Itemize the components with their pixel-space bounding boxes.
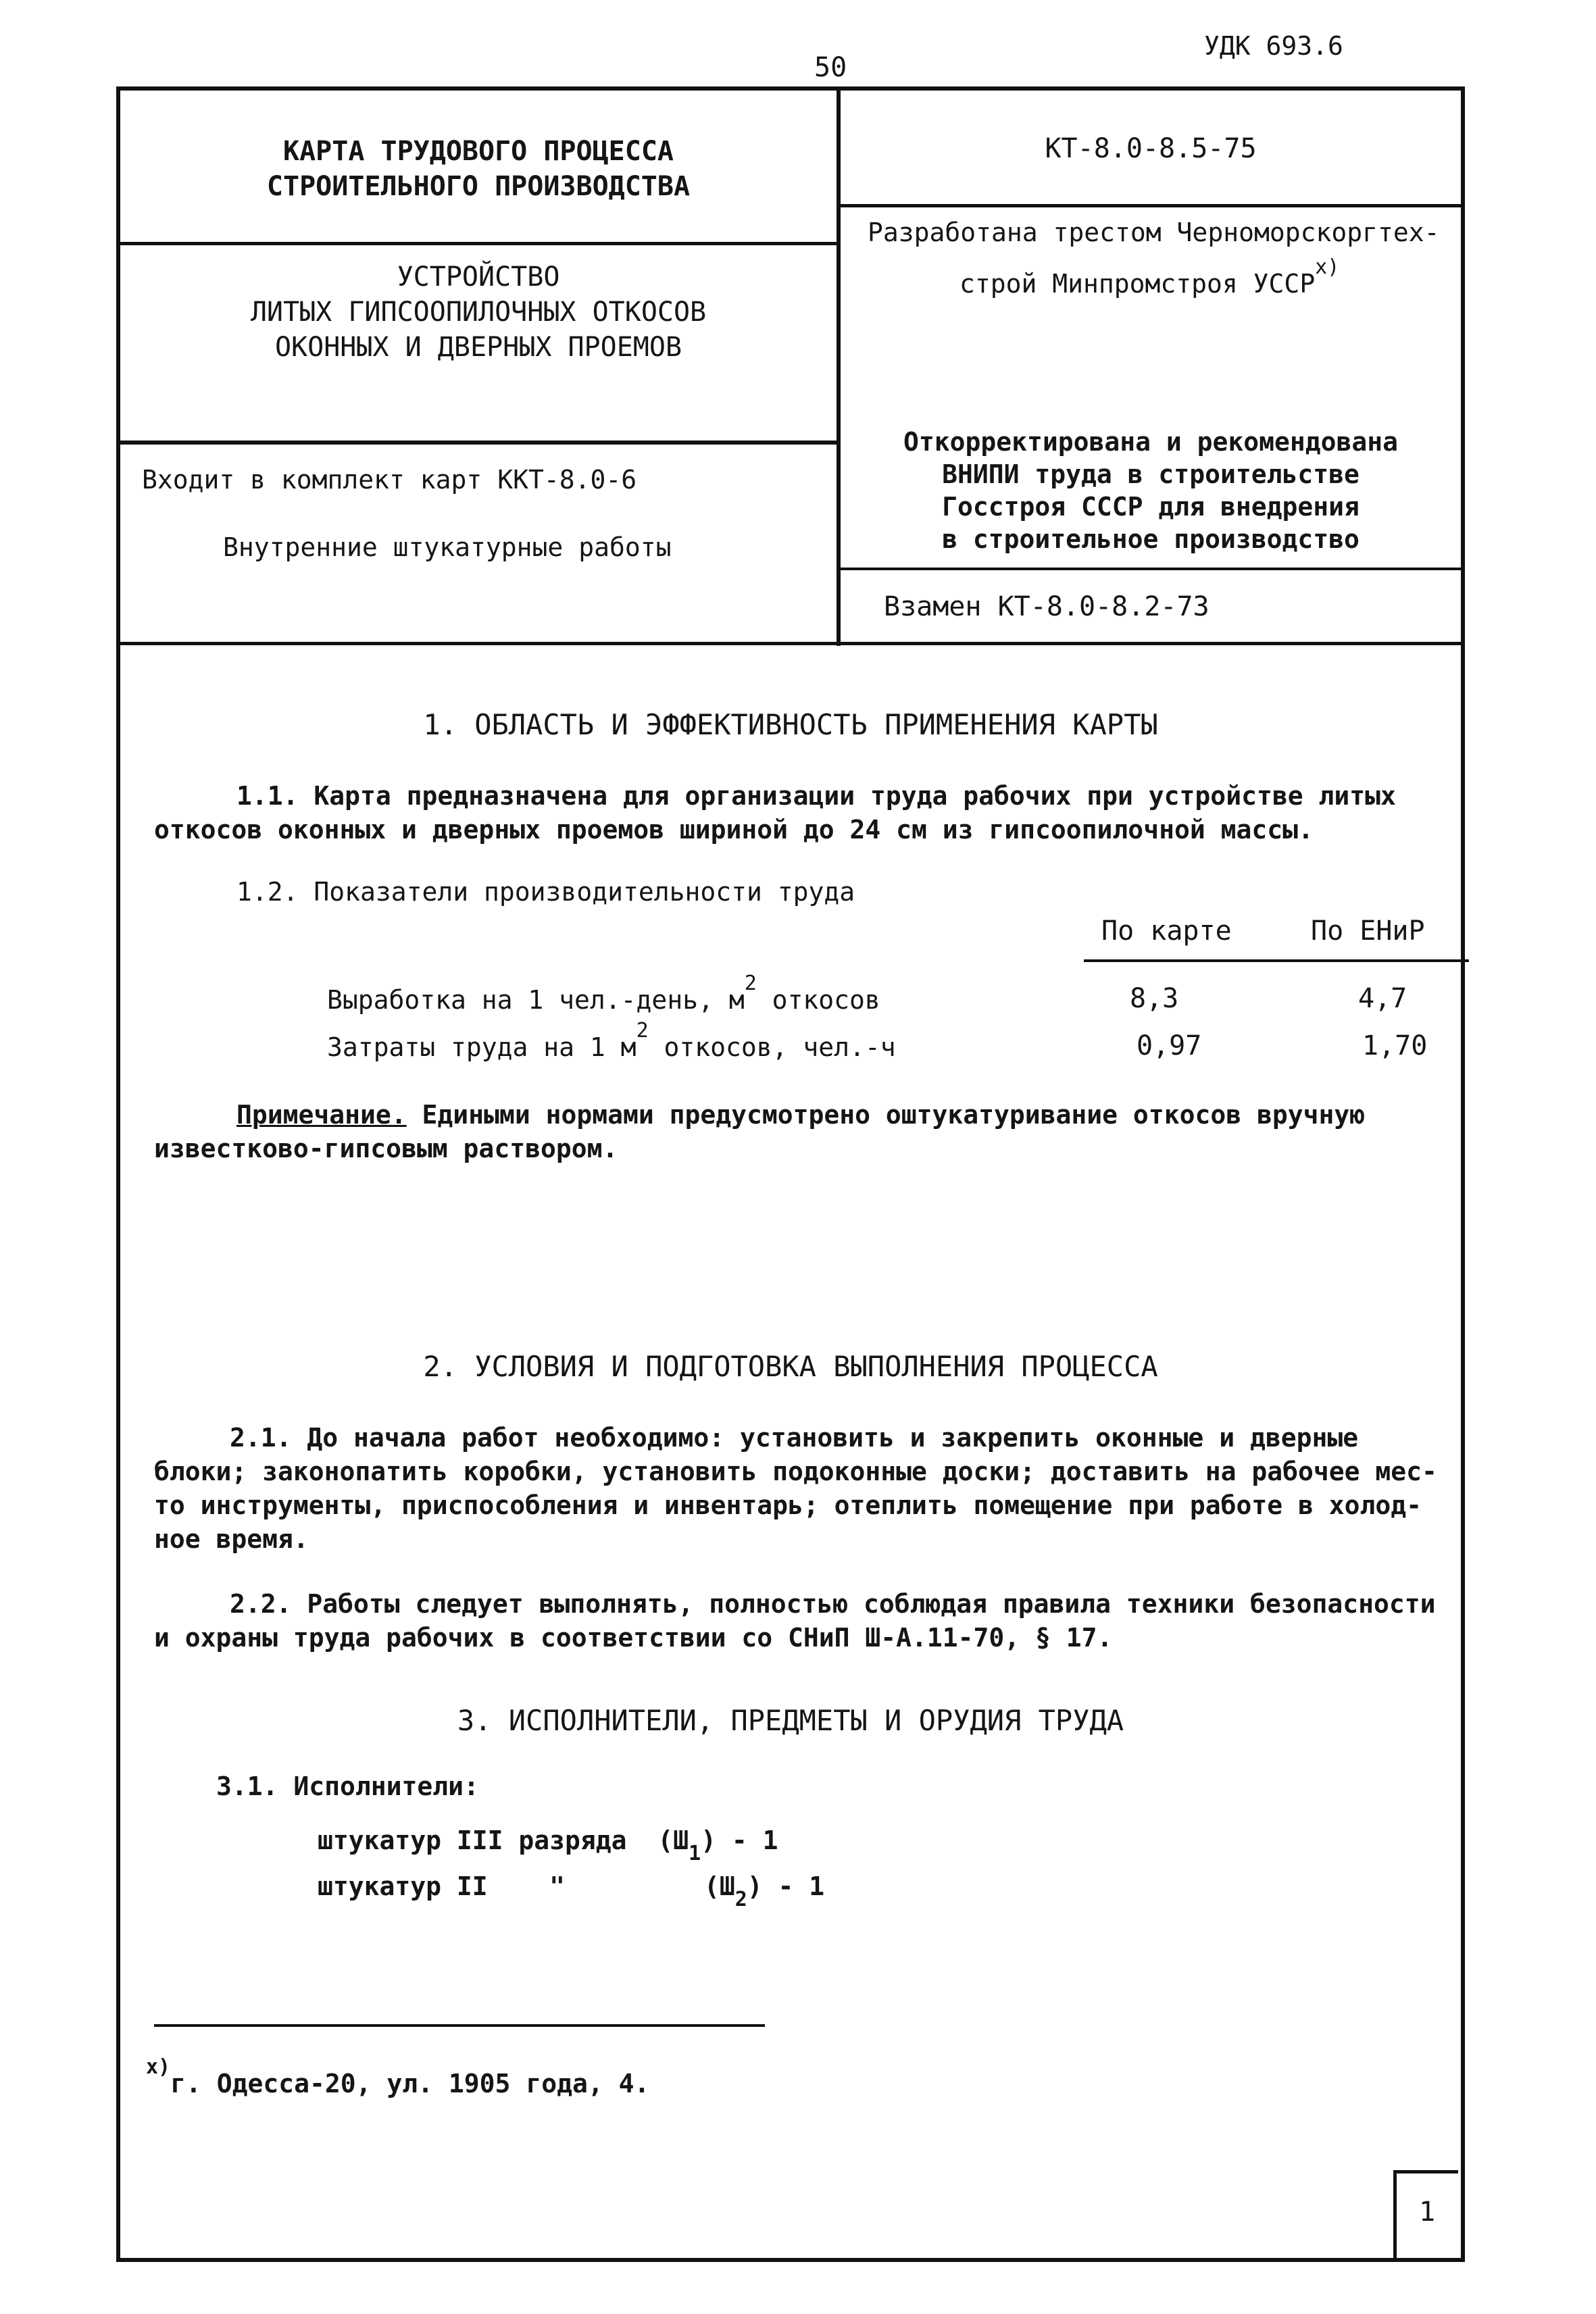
row-label: откосов, чел.-ч xyxy=(648,1032,896,1062)
paragraph-2-1-line-1: 2.1. До начала работ необходимо: установить и закрепить оконные и дверные xyxy=(230,1423,1359,1453)
note-text: Едиными нормами предусмотрено оштукатуривание откосов вручную xyxy=(406,1100,1366,1130)
paragraph-1-1-line-2: откосов оконных и дверных проемов шириной до 24 см из гипсоопилочной массы. xyxy=(154,815,1314,845)
note-label: Примечание. xyxy=(236,1100,407,1130)
subject-line: ОКОННЫХ И ДВЕРНЫХ ПРОЕМОВ xyxy=(274,332,682,363)
value-card-labor: 0,97 xyxy=(1137,1030,1202,1061)
paragraph-1-2: 1.2. Показатели производительности труда xyxy=(236,877,855,907)
worker-code: (Ш xyxy=(703,1871,735,1901)
header-right-line-2 xyxy=(837,568,1465,570)
subscript: 2 xyxy=(734,1888,747,1911)
frame-bottom xyxy=(116,2258,1465,2262)
row-label: Выработка на 1 чел.-день, м xyxy=(327,985,745,1015)
worker-row xyxy=(318,1824,778,1865)
section-1-title: 1. ОБЛАСТЬ И ЭФФЕКТИВНОСТЬ ПРИМЕНЕНИЯ КАРТЫ xyxy=(423,708,1158,741)
paragraph-2-1-line-3: то инструменты, приспособления и инвентарь; отеплить помещение при работе в холод- xyxy=(154,1490,1422,1520)
corrected-by xyxy=(841,426,1461,555)
worker-count: ) - 1 xyxy=(747,1871,825,1901)
process-subject xyxy=(120,259,837,365)
footnote-separator xyxy=(154,2024,765,2027)
work-type: Внутренние штукатурные работы xyxy=(223,532,672,562)
worker-code: (Ш xyxy=(657,1826,689,1855)
corrected-by-line: ВНИПИ труда в строительстве xyxy=(942,459,1360,489)
table-header-underline xyxy=(1084,959,1469,962)
corrected-by-line: Госстроя СССР для внедрения xyxy=(942,492,1360,522)
card-code: КТ-8.0-8.5-75 xyxy=(1045,133,1257,164)
paragraph-2-2-line-2: и охраны труда рабочих в соответствии со СНиП Ш-А.11-70, § 17. xyxy=(154,1623,1113,1653)
column-header-card: По карте xyxy=(1101,915,1232,947)
developed-by-line: Разработана трестом Черноморскоргтех- xyxy=(868,218,1440,247)
superscript: 2 xyxy=(636,1019,649,1042)
footnote-text: г. Одесса-20, ул. 1905 года, 4. xyxy=(170,2069,650,2098)
table-row-labor xyxy=(327,1019,896,1066)
frame-right xyxy=(1461,86,1465,2262)
card-title xyxy=(120,134,837,204)
header-right-line-1 xyxy=(837,204,1465,207)
table-row-output xyxy=(327,972,880,1019)
frame-top xyxy=(116,86,1465,91)
note-line-2: известково-гипсовым раствором. xyxy=(154,1134,618,1163)
card-title-line: КАРТА ТРУДОВОГО ПРОЦЕССА xyxy=(283,136,674,167)
value-enir-labor: 1,70 xyxy=(1362,1030,1428,1061)
paragraph-2-1-line-2: блоки; законопатить коробки, установить подоконные доски; доставить на рабочее мес- xyxy=(154,1457,1437,1486)
header-divider-vertical xyxy=(837,86,841,646)
worker-row xyxy=(318,1870,825,1911)
section-3-title: 3. ИСПОЛНИТЕЛИ, ПРЕДМЕТЫ И ОРУДИЯ ТРУДА xyxy=(457,1704,1124,1737)
corrected-by-line: в строительное производство xyxy=(942,524,1360,554)
udk-code: УДК 693.6 xyxy=(1204,31,1343,61)
corrected-by-line: Откорректирована и рекомендована xyxy=(903,427,1399,457)
worker-count: ) - 1 xyxy=(701,1826,778,1855)
worker-name: штукатур II " xyxy=(318,1871,566,1901)
note-line-1 xyxy=(236,1099,1365,1131)
worker-name: штукатур III разряда xyxy=(318,1826,627,1855)
kit-reference: Входит в комплект карт ККТ-8.0-6 xyxy=(142,465,637,495)
header-bottom-line xyxy=(116,642,1465,645)
developed-by-line-2 xyxy=(959,255,1340,303)
subject-line: ЛИТЫХ ГИПСООПИЛОЧНЫХ ОТКОСОВ xyxy=(250,297,707,328)
row-label: откосов xyxy=(756,985,880,1015)
footnote-reference-mark: x) xyxy=(1315,255,1340,279)
developed-by-text: строй Минпромстроя УССР xyxy=(959,269,1316,299)
card-title-line: СТРОИТЕЛЬНОГО ПРОИЗВОДСТВА xyxy=(266,171,691,202)
paragraph-2-1-line-4: ное время. xyxy=(154,1524,309,1554)
paragraph-1-1-line-1: 1.1. Карта предназначена для организации труда рабочих при устройстве литых xyxy=(236,781,1396,811)
sheet-number: 1 xyxy=(1418,2196,1436,2228)
replaces-card: Взамен КТ-8.0-8.2-73 xyxy=(884,591,1210,622)
header-left-line-1 xyxy=(116,242,841,245)
column-header-enir: По ЕНиР xyxy=(1311,915,1425,947)
paragraph-2-2-line-1: 2.2. Работы следует выполнять, полностью соблюдая правила техники безопасности xyxy=(230,1589,1436,1619)
row-label: Затраты труда на 1 м xyxy=(327,1032,637,1062)
value-card-output: 8,3 xyxy=(1130,983,1179,1014)
value-enir-output: 4,7 xyxy=(1358,983,1407,1014)
subject-line: УСТРОЙСТВО xyxy=(397,261,560,293)
footnote-mark: x) xyxy=(146,2055,171,2079)
page-number: 50 xyxy=(814,52,847,83)
footnote xyxy=(146,2055,650,2103)
paragraph-3-1: 3.1. Исполнители: xyxy=(216,1771,479,1801)
subscript: 1 xyxy=(689,1842,701,1865)
section-2-title: 2. УСЛОВИЯ И ПОДГОТОВКА ВЫПОЛНЕНИЯ ПРОЦЕССА xyxy=(423,1350,1158,1383)
header-left-line-2 xyxy=(116,441,841,445)
frame-left xyxy=(116,86,120,2262)
superscript: 2 xyxy=(744,972,757,995)
